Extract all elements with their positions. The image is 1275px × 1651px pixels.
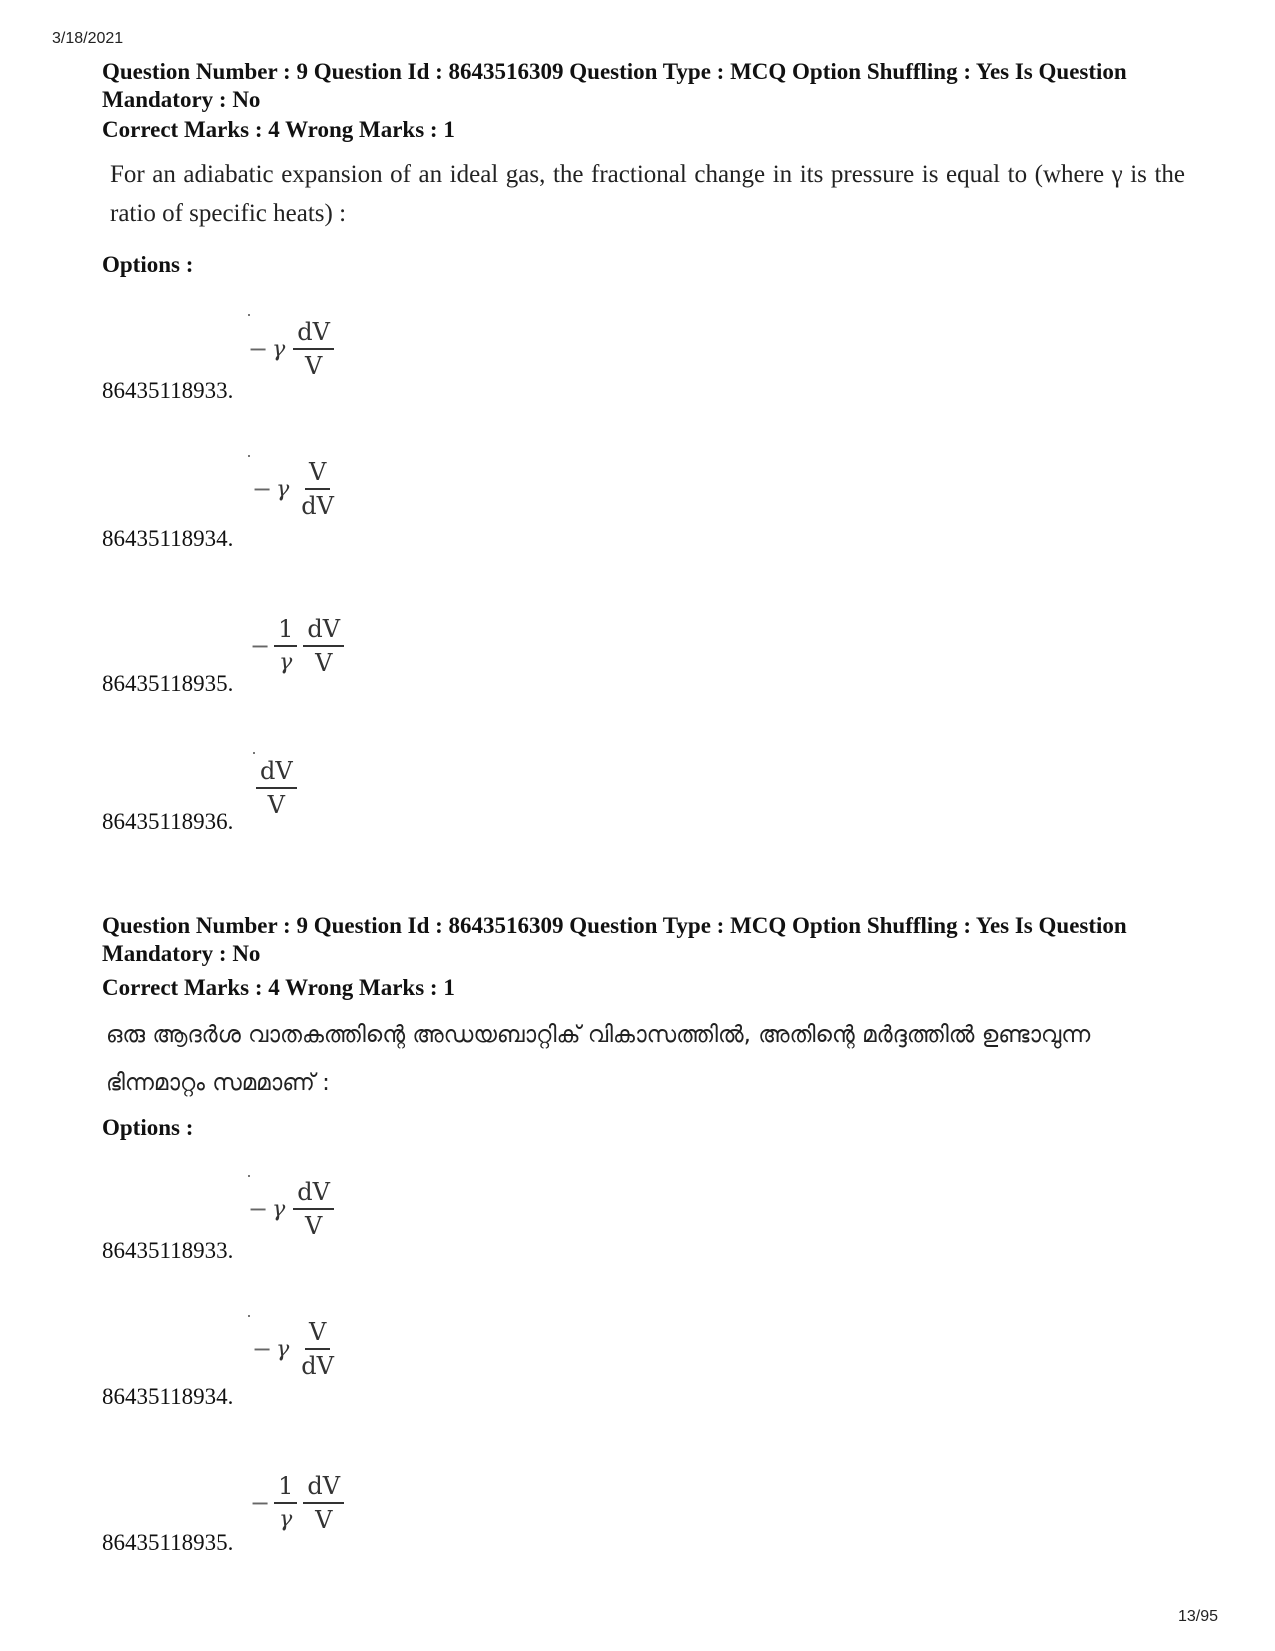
option-id: 86435118935. (102, 671, 234, 696)
option-id: 86435118934. (102, 526, 234, 551)
fraction (303, 1472, 344, 1534)
option-id: 86435118934. (102, 1384, 234, 1409)
denominator: V (267, 791, 286, 819)
question-header: Question Number : 9 Question Id : 8643516309 Question Type : MCQ Option Shuffling : Yes Is Question Mandatory : No (102, 59, 1127, 112)
minus-sign: − (252, 475, 273, 503)
gamma-symbol: γ (272, 1196, 286, 1222)
option-id: 86435118933. (102, 378, 234, 403)
scan-dot (253, 752, 255, 754)
denominator: dV (301, 492, 334, 520)
denominator: V (304, 352, 323, 380)
denominator: V (304, 1212, 323, 1240)
denominator: V (315, 1506, 333, 1534)
question-marks: Correct Marks : 4 Wrong Marks : 1 (102, 975, 455, 1000)
question-marks: Correct Marks : 4 Wrong Marks : 1 (102, 117, 455, 142)
gamma-symbol: γ (276, 1336, 290, 1362)
option-formula (256, 757, 303, 819)
numerator: dV (293, 318, 334, 350)
numerator: 1 (274, 1472, 297, 1504)
options-label: Options : (102, 252, 194, 277)
denominator: V (315, 649, 333, 677)
options-label: Options : (102, 1115, 194, 1140)
option-id: 86435118935. (102, 1530, 234, 1555)
numerator: V (305, 1318, 330, 1350)
gamma-symbol: γ (276, 476, 290, 502)
question-text: For an adiabatic expansion of an ideal gas, the fractional change in its pressure is equal to (where γ is the ratio of specific heats) : (110, 161, 1185, 227)
scan-dot (248, 1315, 250, 1317)
scan-dot (248, 314, 250, 316)
question-header: Question Number : 9 Question Id : 8643516309 Question Type : MCQ Option Shuffling : Yes Is Question Mandatory : No (102, 913, 1127, 966)
option-formula (252, 458, 344, 520)
minus-sign: − (250, 632, 271, 660)
option-formula (252, 1318, 344, 1380)
fraction (256, 757, 297, 819)
fraction (303, 615, 344, 677)
scan-dot (248, 455, 250, 457)
fraction (293, 318, 334, 380)
print-date: 3/18/2021 (52, 30, 124, 47)
minus-sign: − (252, 1335, 273, 1363)
numerator: 1 (274, 615, 297, 647)
minus-sign: − (250, 1489, 271, 1517)
minus-sign: − (248, 1195, 269, 1223)
denominator: dV (301, 1352, 334, 1380)
denominator: γ (279, 1507, 293, 1532)
coefficient-fraction (274, 615, 297, 677)
numerator: dV (256, 757, 297, 789)
gamma-symbol: γ (272, 336, 286, 362)
scan-dot (248, 1175, 250, 1177)
option-id: 86435118936. (102, 809, 234, 834)
question-text: ഒരു ആദർശ വാതകത്തിന്റെ അഡയബാറ്റിക് വികാസത്തിൽ, അതിന്റെ മർദ്ദത്തിൽ ഉണ്ടാവുന്ന ഭിന്നമാറ്റം സമമാണ് : (106, 1022, 1091, 1096)
page-number: 13/95 (1178, 1608, 1219, 1625)
fraction (297, 1318, 338, 1380)
option-formula (248, 318, 340, 380)
coefficient-fraction (274, 1472, 297, 1534)
fraction (297, 458, 338, 520)
minus-sign: − (248, 335, 269, 363)
option-formula (250, 1472, 350, 1534)
numerator: dV (303, 1472, 344, 1504)
fraction (293, 1178, 334, 1240)
numerator: dV (293, 1178, 334, 1210)
option-formula (250, 615, 350, 677)
option-id: 86435118933. (102, 1238, 234, 1263)
numerator: dV (303, 615, 344, 647)
option-formula (248, 1178, 340, 1240)
numerator: V (305, 458, 330, 490)
denominator: γ (279, 650, 293, 675)
